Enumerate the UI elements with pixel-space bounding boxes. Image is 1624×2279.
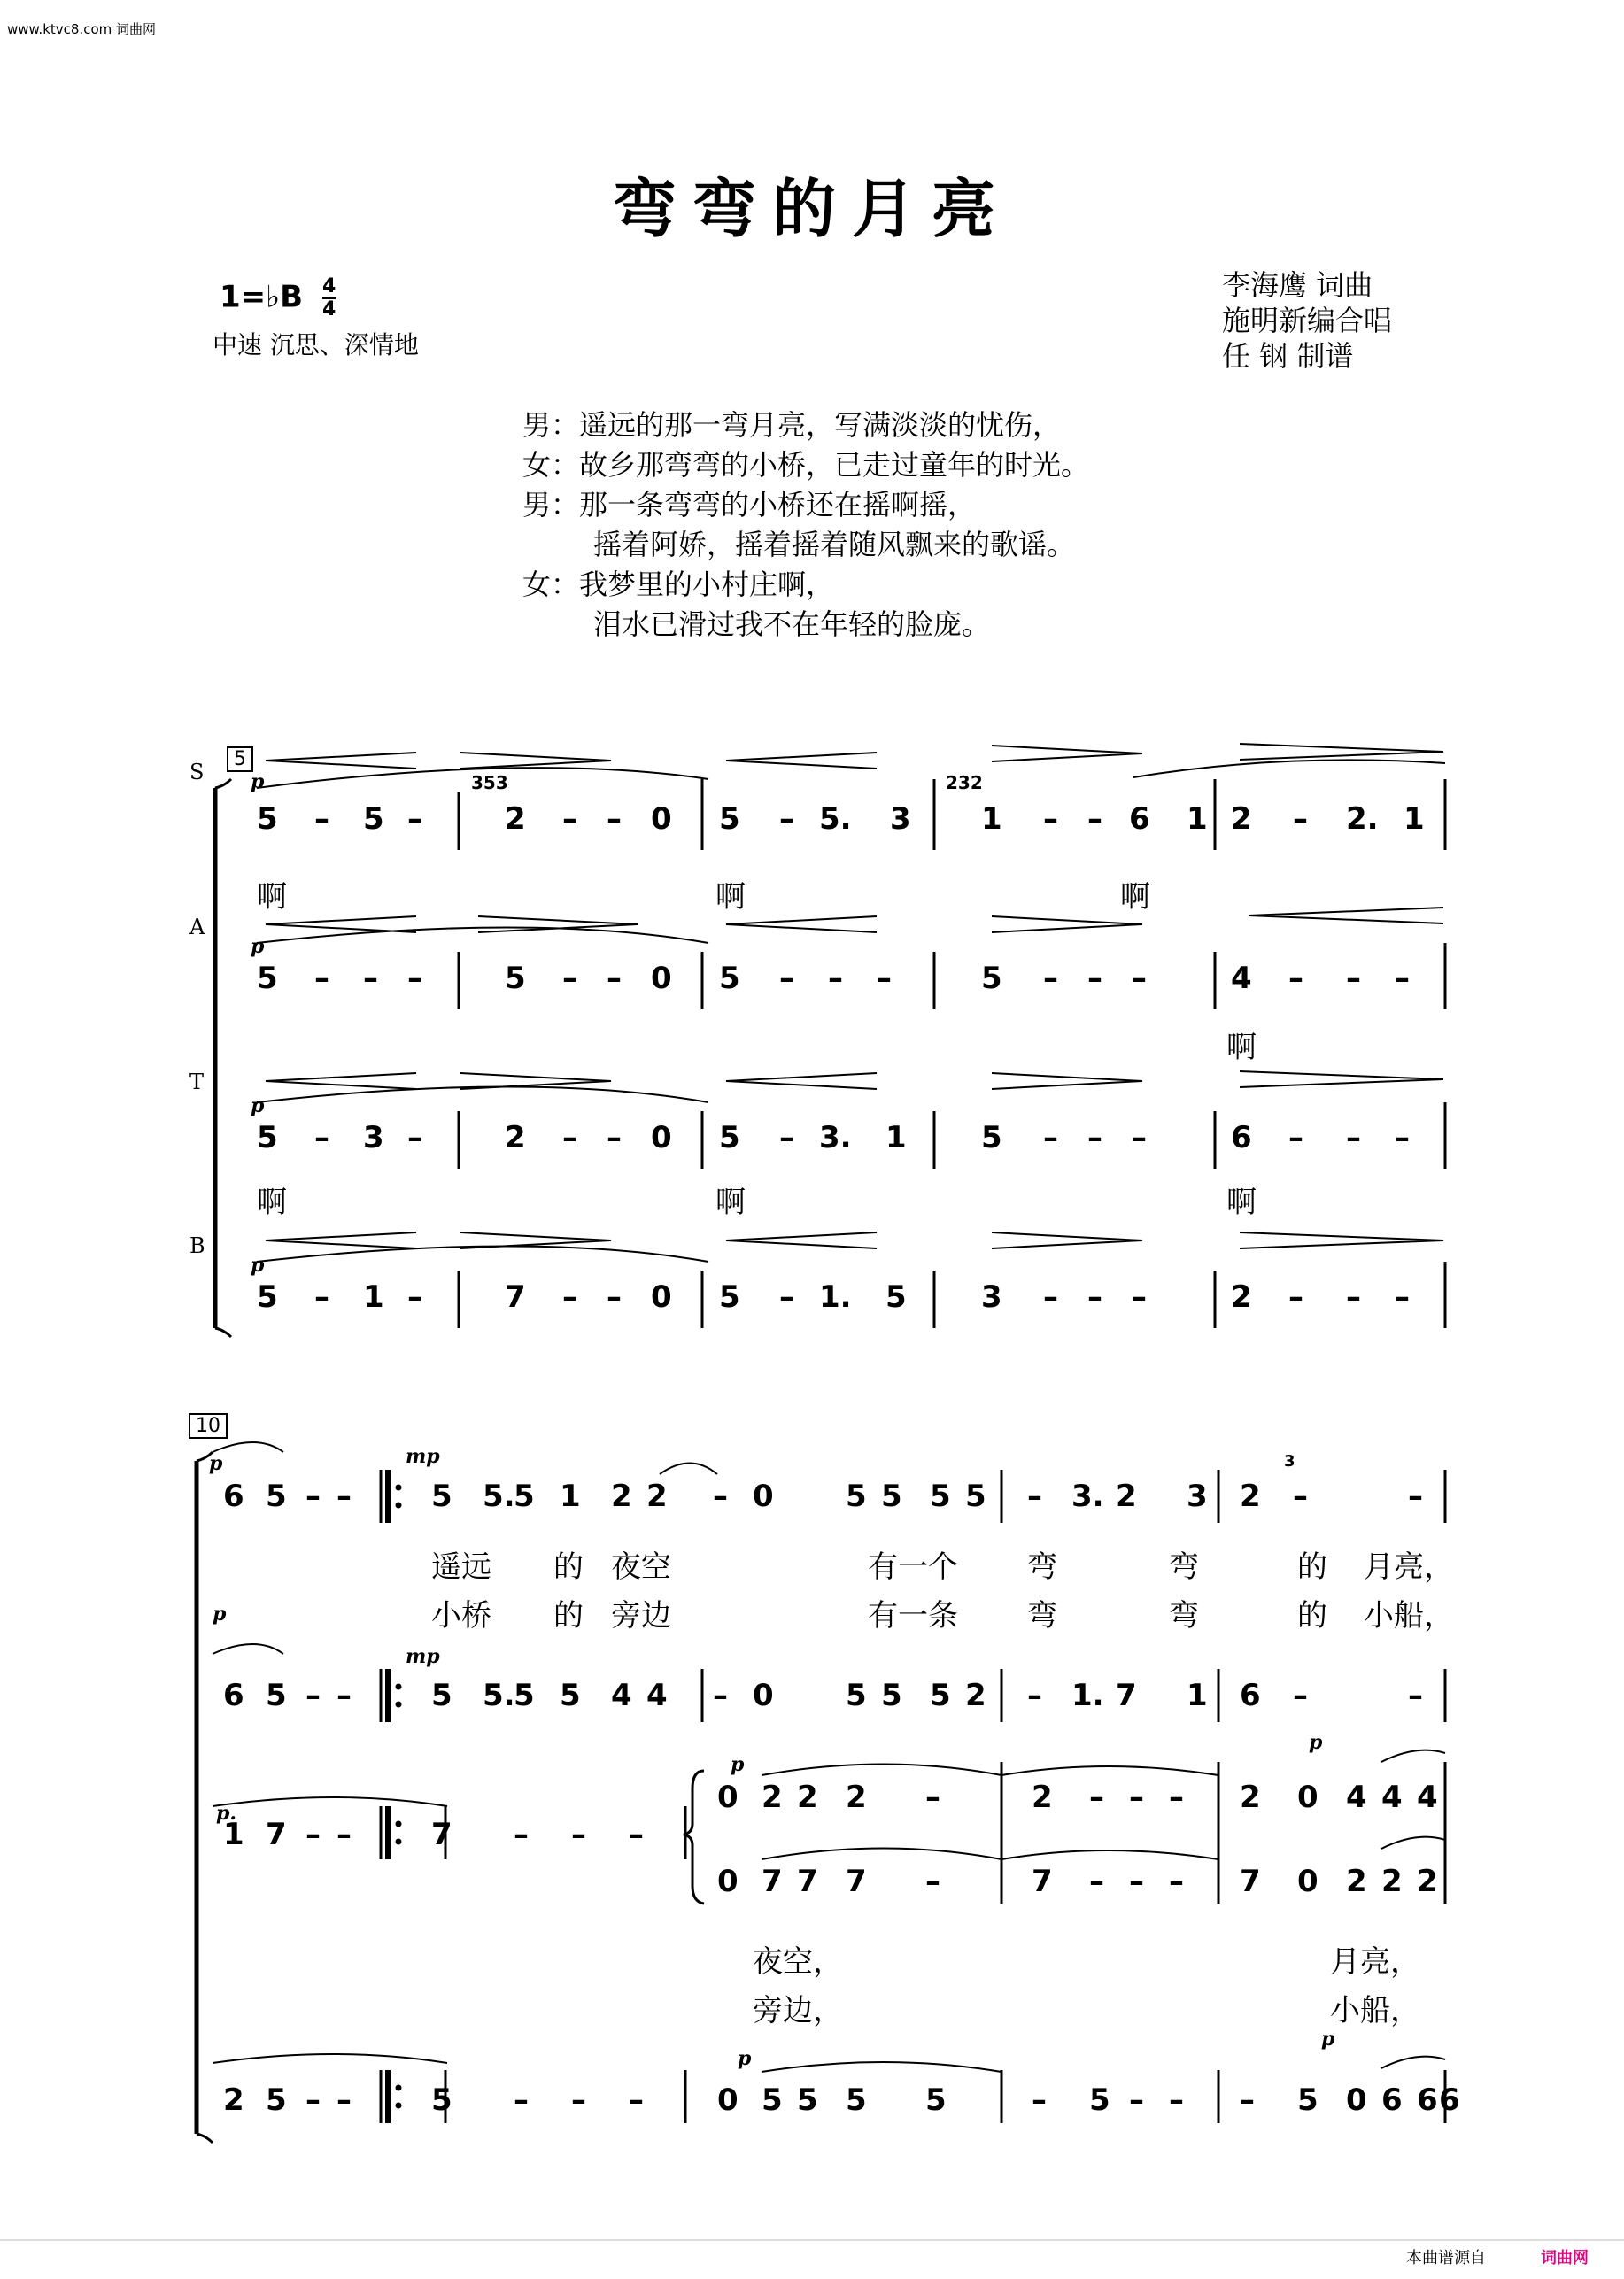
jianpu-note: – — [779, 961, 794, 996]
jianpu-note: 2 — [846, 1780, 867, 1815]
jianpu-note: 2 — [505, 1120, 526, 1155]
jianpu-note: – — [828, 961, 843, 996]
jianpu-note: 2 — [1346, 1864, 1367, 1899]
jianpu-note: – — [1027, 1479, 1042, 1514]
jianpu-note: 0 — [717, 1780, 739, 1815]
jianpu-note: 4 — [611, 1678, 632, 1713]
lyric-syllable: 有一条 — [868, 1598, 958, 1634]
lyric-line: 摇着阿娇，摇着摇着随风飘来的歌谣。 — [593, 528, 1076, 561]
jianpu-note: – — [571, 2082, 586, 2118]
jianpu-note: 1 — [363, 1279, 384, 1315]
jianpu-note: 5 — [981, 1120, 1002, 1155]
jianpu-note: 1 — [885, 1120, 907, 1155]
grace-notes: 3 — [1284, 1452, 1295, 1471]
jianpu-note: – — [629, 2082, 644, 2118]
jianpu-note: 5 — [797, 2082, 818, 2118]
jianpu-note: 5 — [431, 2082, 452, 2118]
jianpu-note: 7 — [797, 1864, 818, 1899]
jianpu-note: 6 — [1381, 2082, 1403, 2118]
lyric-syllable: 的 — [553, 1549, 584, 1585]
jianpu-note: – — [1027, 1678, 1042, 1713]
jianpu-note: – — [305, 1817, 321, 1852]
jianpu-note: – — [1408, 1479, 1423, 1514]
lyric-syllable: 的 — [1297, 1598, 1327, 1634]
jianpu-note: – — [779, 801, 794, 837]
jianpu-note: – — [336, 1479, 352, 1514]
jianpu-note: 7 — [1116, 1678, 1137, 1713]
lyric-syllable: 弯 — [1027, 1549, 1057, 1585]
jianpu-note: 0 — [651, 801, 672, 837]
jianpu-note: 1. — [819, 1279, 852, 1315]
jianpu-note: – — [1132, 961, 1147, 996]
jianpu-note: 5 — [257, 801, 278, 837]
lyric-line: 女：故乡那弯弯的小桥，已走过童年的时光。 — [522, 448, 1090, 482]
jianpu-note: – — [407, 1120, 422, 1155]
footer-source-label: 本曲谱源自 — [1406, 2249, 1486, 2267]
jianpu-note: – — [1129, 1864, 1144, 1899]
lyric-line: 男：遥远的那一弯月亮，写满淡淡的忧伤， — [522, 408, 1062, 442]
jianpu-note: 7 — [762, 1864, 783, 1899]
jianpu-note: – — [607, 801, 622, 837]
dynamic-mark: p — [209, 1452, 223, 1475]
part-label-tenor: T — [189, 1070, 205, 1094]
jianpu-note: 7 — [1032, 1864, 1053, 1899]
jianpu-note: 0 — [1297, 1780, 1319, 1815]
dynamic-mark: mp — [406, 1645, 440, 1668]
lyric-syllable: 的 — [553, 1598, 584, 1634]
jianpu-note: – — [779, 1279, 794, 1315]
lyric-syllable: 弯 — [1169, 1549, 1199, 1585]
credit-line: 施明新编合唱 — [1222, 304, 1393, 337]
jianpu-note: – — [1169, 2082, 1184, 2118]
jianpu-note: 6 — [1439, 2082, 1460, 2118]
grace-notes: 232 — [946, 772, 983, 793]
jianpu-note: – — [1395, 1120, 1410, 1155]
jianpu-note: 2 — [1240, 1479, 1261, 1514]
jianpu-note: 7 — [505, 1279, 526, 1315]
footer-site-link[interactable]: 词曲网 — [1541, 2249, 1589, 2267]
jianpu-note: 2 — [1417, 1864, 1438, 1899]
jianpu-note: – — [407, 961, 422, 996]
jianpu-note: – — [1293, 801, 1308, 837]
jianpu-note: 3 — [890, 801, 911, 837]
jianpu-note: – — [407, 801, 422, 837]
jianpu-note: – — [1043, 1120, 1058, 1155]
jianpu-note: 5 — [1089, 2082, 1110, 2118]
jianpu-note: 5 — [266, 1678, 287, 1713]
dynamic-mark: p — [213, 1603, 227, 1626]
grace-notes: 353 — [471, 772, 508, 793]
jianpu-note: 5 — [846, 2082, 867, 2118]
jianpu-note: – — [514, 2082, 529, 2118]
measure-number: 10 — [189, 1413, 228, 1439]
jianpu-note: 5 — [257, 1120, 278, 1155]
jianpu-note: 5 — [846, 1678, 867, 1713]
jianpu-note: 5 — [266, 1479, 287, 1514]
jianpu-note: – — [779, 1120, 794, 1155]
jianpu-note: – — [314, 961, 329, 996]
jianpu-note: 5 — [363, 801, 384, 837]
jianpu-note: 6 — [1231, 1120, 1252, 1155]
jianpu-note: 2 — [762, 1780, 783, 1815]
jianpu-note: 0 — [651, 1120, 672, 1155]
jianpu-note: – — [1087, 961, 1102, 996]
jianpu-note: 5 — [431, 1479, 452, 1514]
key-label: 1=♭B — [220, 279, 304, 315]
jianpu-note: – — [925, 1864, 940, 1899]
jianpu-note: 2 — [1116, 1479, 1137, 1514]
jianpu-note: 2 — [1231, 801, 1252, 837]
song-title: 弯弯的月亮 — [612, 171, 1011, 246]
jianpu-note: 2 — [965, 1678, 986, 1713]
lyric-syllable: 月亮， — [1330, 1944, 1420, 1980]
jianpu-note: – — [1087, 1120, 1102, 1155]
jianpu-note: – — [305, 1479, 321, 1514]
jianpu-note: 5 — [257, 961, 278, 996]
jianpu-note: – — [1408, 1678, 1423, 1713]
dynamic-mark: mp — [406, 1445, 440, 1468]
jianpu-note: 1 — [1187, 801, 1208, 837]
lyric-syllable: 遥远 — [431, 1549, 491, 1585]
jianpu-note: – — [1129, 2082, 1144, 2118]
jianpu-note: 2 — [1032, 1780, 1053, 1815]
jianpu-note: – — [336, 2082, 352, 2118]
dynamic-mark: p. — [216, 1802, 237, 1825]
jianpu-note: 2 — [1240, 1780, 1261, 1815]
jianpu-note: – — [607, 1279, 622, 1315]
jianpu-note: 5 — [881, 1479, 902, 1514]
lyric-syllable: 的 — [1297, 1549, 1327, 1585]
jianpu-note: – — [336, 1817, 352, 1852]
jianpu-note: 4 — [1346, 1780, 1367, 1815]
jianpu-note: 5 — [846, 1479, 867, 1514]
jianpu-note: 3 — [1187, 1479, 1208, 1514]
jianpu-note: 7 — [846, 1864, 867, 1899]
jianpu-note: 6 — [1240, 1678, 1261, 1713]
jianpu-note: 7 — [431, 1817, 452, 1852]
part-label-bass: B — [189, 1233, 205, 1258]
dynamic-mark: p — [1321, 2028, 1335, 2051]
jianpu-note: – — [562, 1279, 577, 1315]
jianpu-note: 5 — [930, 1479, 951, 1514]
jianpu-note: – — [314, 1120, 329, 1155]
jianpu-note: 3. — [1071, 1479, 1104, 1514]
jianpu-note: – — [1293, 1479, 1308, 1514]
jianpu-note: – — [713, 1479, 728, 1514]
jianpu-note: 0 — [1297, 1864, 1319, 1899]
jianpu-note: – — [1395, 1279, 1410, 1315]
jianpu-note: 7 — [266, 1817, 287, 1852]
jianpu-note: – — [305, 1678, 321, 1713]
jianpu-note: 5 — [1297, 2082, 1319, 2118]
lyric-syllable: 啊 — [715, 1185, 746, 1220]
jianpu-note: 2 — [646, 1479, 668, 1514]
jianpu-note: – — [1132, 1279, 1147, 1315]
jianpu-note: 5. — [483, 1479, 515, 1514]
lyric-syllable: 月亮， — [1364, 1549, 1454, 1585]
jianpu-note: – — [1089, 1780, 1104, 1815]
measure-number: 5 — [227, 746, 253, 772]
jianpu-note: – — [1288, 1279, 1303, 1315]
jianpu-note: 0 — [1346, 2082, 1367, 2118]
jianpu-note: – — [607, 961, 622, 996]
jianpu-note: – — [1346, 1120, 1361, 1155]
lyric-syllable: 旁边， — [753, 1993, 843, 2028]
jianpu-note: 2 — [223, 2082, 244, 2118]
lyric-syllable: 啊 — [257, 879, 287, 915]
lyric-syllable: 夜空， — [753, 1944, 843, 1980]
lyric-syllable: 弯 — [1027, 1598, 1057, 1634]
jianpu-note: 5. — [483, 1678, 515, 1713]
dynamic-mark: p — [251, 935, 265, 958]
part-label-soprano: S — [189, 760, 205, 784]
jianpu-note: – — [1043, 1279, 1058, 1315]
jianpu-note: 2 — [1231, 1279, 1252, 1315]
lyric-line: 女：我梦里的小村庄啊， — [522, 568, 835, 601]
jianpu-note: 5 — [719, 1120, 740, 1155]
lyric-syllable: 啊 — [715, 879, 746, 915]
jianpu-note: – — [1288, 1120, 1303, 1155]
jianpu-note: 1 — [560, 1479, 581, 1514]
jianpu-note: – — [336, 1678, 352, 1713]
jianpu-note: – — [1346, 961, 1361, 996]
jianpu-note: 0 — [651, 1279, 672, 1315]
time-top: 4 — [321, 275, 336, 297]
jianpu-note: – — [1089, 1864, 1104, 1899]
site-label: www.ktvc8.com 词曲网 — [7, 21, 157, 37]
jianpu-note: 1 — [1187, 1678, 1208, 1713]
lyric-syllable: 弯 — [1169, 1598, 1199, 1634]
jianpu-note: – — [1043, 961, 1058, 996]
jianpu-note: – — [1240, 2082, 1255, 2118]
jianpu-note: – — [571, 1817, 586, 1852]
jianpu-note: – — [514, 1817, 529, 1852]
lyric-line: 泪水已滑过我不在年轻的脸庞。 — [593, 607, 991, 641]
lyric-syllable: 啊 — [257, 1185, 287, 1220]
jianpu-note: 6 — [1417, 2082, 1438, 2118]
jianpu-note: – — [407, 1279, 422, 1315]
jianpu-note: 5 — [965, 1479, 986, 1514]
jianpu-note: – — [562, 801, 577, 837]
lyric-syllable: 旁边 — [611, 1598, 671, 1634]
jianpu-note: – — [1132, 1120, 1147, 1155]
jianpu-note: – — [1129, 1780, 1144, 1815]
credit-line: 李海鹰 词曲 — [1222, 268, 1373, 302]
jianpu-note: 5. — [819, 801, 852, 837]
jianpu-note: – — [877, 961, 892, 996]
jianpu-note: 0 — [717, 1864, 739, 1899]
lyric-line: 男：那一条弯弯的小桥还在摇啊摇， — [522, 488, 977, 521]
jianpu-note: 1 — [981, 801, 1002, 837]
jianpu-note: – — [925, 1780, 940, 1815]
jianpu-note: 4 — [1417, 1780, 1438, 1815]
jianpu-note: 6 — [223, 1479, 244, 1514]
jianpu-note: 4 — [646, 1678, 668, 1713]
jianpu-note: – — [713, 1678, 728, 1713]
lyric-syllable: 小船， — [1364, 1598, 1454, 1634]
jianpu-note: 0 — [717, 2082, 739, 2118]
jianpu-note: 2. — [1346, 801, 1379, 837]
lyric-syllable: 小船， — [1330, 1993, 1420, 2028]
jianpu-note: – — [1043, 801, 1058, 837]
dynamic-mark: p — [251, 1094, 265, 1117]
dynamic-mark: p — [738, 2047, 752, 2070]
jianpu-note: – — [562, 1120, 577, 1155]
part-label-alto: A — [189, 915, 205, 939]
jianpu-note: 5 — [719, 801, 740, 837]
dynamic-mark: p — [251, 770, 265, 793]
jianpu-note: 0 — [753, 1678, 774, 1713]
jianpu-note: – — [305, 2082, 321, 2118]
jianpu-note: – — [1395, 961, 1410, 996]
jianpu-note: – — [1032, 2082, 1047, 2118]
jianpu-note: 5 — [266, 2082, 287, 2118]
jianpu-note: 0 — [753, 1479, 774, 1514]
jianpu-note: 1 — [1404, 801, 1425, 837]
jianpu-note: 4 — [1381, 1780, 1403, 1815]
jianpu-note: 5 — [930, 1678, 951, 1713]
tempo-marking: 中速 沉思、深情地 — [213, 330, 419, 359]
lyric-syllable: 啊 — [1120, 879, 1150, 915]
jianpu-note: 2 — [797, 1780, 818, 1815]
jianpu-note: – — [314, 801, 329, 837]
time-bottom: 4 — [321, 298, 336, 321]
jianpu-note: 1 — [223, 1817, 244, 1852]
jianpu-note: 3 — [363, 1120, 384, 1155]
jianpu-note: – — [314, 1279, 329, 1315]
jianpu-note: – — [1288, 961, 1303, 996]
jianpu-note: 3. — [819, 1120, 852, 1155]
jianpu-note: 5 — [257, 1279, 278, 1315]
jianpu-note: – — [607, 1120, 622, 1155]
jianpu-note: 5 — [881, 1678, 902, 1713]
lyric-syllable: 小桥 — [431, 1598, 491, 1634]
jianpu-note: – — [1169, 1864, 1184, 1899]
jianpu-note: 6 — [223, 1678, 244, 1713]
jianpu-note: 5 — [505, 961, 526, 996]
jianpu-note: 2 — [611, 1479, 632, 1514]
jianpu-note: – — [1346, 1279, 1361, 1315]
lyric-syllable: 啊 — [1226, 1185, 1257, 1220]
jianpu-note: 1. — [1071, 1678, 1104, 1713]
jianpu-note: – — [1087, 1279, 1102, 1315]
jianpu-note: 5 — [431, 1678, 452, 1713]
jianpu-note: – — [562, 961, 577, 996]
jianpu-note: 5 — [762, 2082, 783, 2118]
lyric-syllable: 啊 — [1226, 1030, 1257, 1065]
lyric-syllable: 有一个 — [868, 1549, 958, 1585]
jianpu-note: 2 — [1381, 1864, 1403, 1899]
jianpu-note: 3 — [981, 1279, 1002, 1315]
jianpu-note: 5 — [719, 1279, 740, 1315]
jianpu-note: 5 — [925, 2082, 947, 2118]
jianpu-note: 7 — [1240, 1864, 1261, 1899]
lyric-syllable: 夜空 — [611, 1549, 671, 1585]
jianpu-note: – — [1087, 801, 1102, 837]
jianpu-note: 5 — [514, 1479, 535, 1514]
jianpu-note: 5 — [885, 1279, 907, 1315]
dynamic-mark: p — [731, 1753, 745, 1776]
jianpu-note: 5 — [981, 961, 1002, 996]
jianpu-note: 5 — [719, 961, 740, 996]
dynamic-mark: p — [1309, 1731, 1323, 1754]
jianpu-note: 2 — [505, 801, 526, 837]
credit-line: 任 钢 制谱 — [1222, 339, 1354, 373]
jianpu-note: – — [1169, 1780, 1184, 1815]
jianpu-note: – — [363, 961, 378, 996]
jianpu-note: 5 — [560, 1678, 581, 1713]
jianpu-note: 4 — [1231, 961, 1252, 996]
jianpu-note: 0 — [651, 961, 672, 996]
jianpu-note: 5 — [514, 1678, 535, 1713]
jianpu-note: – — [1293, 1678, 1308, 1713]
dynamic-mark: p — [251, 1254, 265, 1277]
jianpu-note: – — [629, 1817, 644, 1852]
jianpu-note: 6 — [1129, 801, 1150, 837]
